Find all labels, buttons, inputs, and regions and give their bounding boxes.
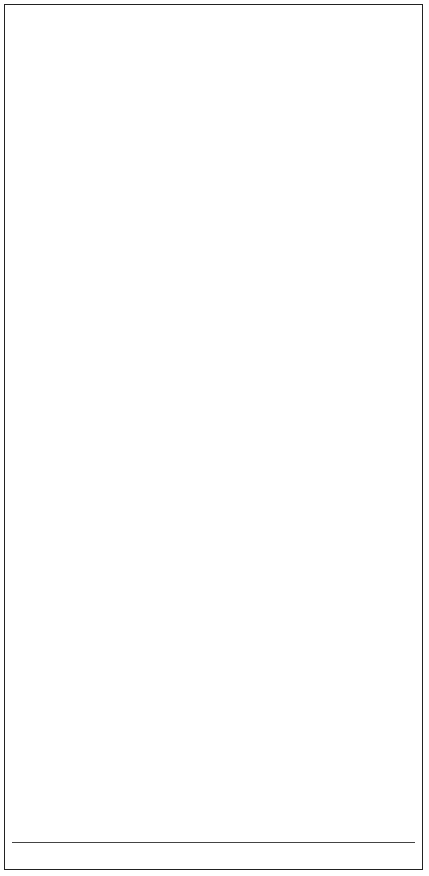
notice-footer bbox=[12, 842, 415, 865]
notice-body-text bbox=[12, 11, 415, 833]
legal-notice bbox=[4, 4, 423, 870]
